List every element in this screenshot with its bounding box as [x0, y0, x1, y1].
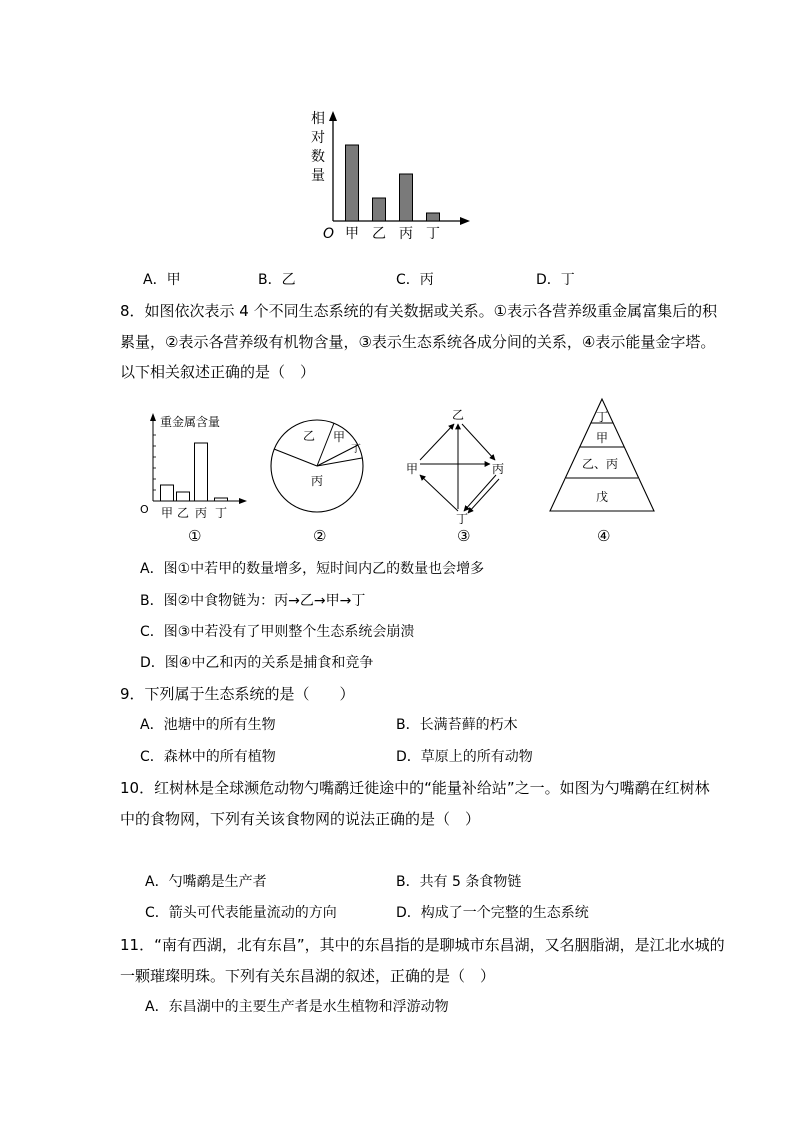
q9-option-b[interactable]: B．长满苔藓的朽木 [396, 717, 518, 733]
fig2-caption: ② [313, 527, 327, 545]
q8-figure-3-relations [400, 405, 520, 545]
q9-option-d[interactable]: D．草原上的所有动物 [396, 749, 533, 765]
q7-option-a[interactable]: A．甲 [143, 272, 181, 288]
q7-ylabel-char: 对 [311, 130, 325, 146]
q7-x-axis-arrow [460, 217, 470, 225]
q8-option-d[interactable]: D．图④中乙和丙的关系是捕食和竞争 [140, 655, 374, 671]
fig3-node-yi: 乙 [452, 408, 465, 422]
fig2-divider [274, 449, 317, 466]
q8-stem-line: 8．如图依次表示 4 个不同生态系统的有关数据或关系。①表示各营养级重金属富集后的积 [120, 302, 718, 320]
fig4-level-wu: 戊 [596, 490, 609, 504]
fig4-level-ding: 丁 [596, 410, 609, 424]
fig1-x-tick-label: 乙 [177, 506, 190, 520]
fig2-label-bing: 丙 [311, 474, 324, 488]
fig1-x-axis-arrow [239, 498, 247, 504]
q11-stem-line: 11．“南有西湖，北有东昌”，其中的东昌指的是聊城市东昌湖，又名胭脂湖，是江北水城的 [120, 936, 725, 954]
fig1-bar-3 [195, 443, 208, 501]
fig1-bar-2 [177, 492, 190, 501]
fig2-label-yi: 乙 [303, 429, 316, 443]
q7-x-tick-label: 丁 [426, 226, 440, 242]
q9-option-c[interactable]: C．森林中的所有植物 [140, 749, 276, 765]
q8-figure-1-bar-chart [135, 405, 255, 545]
q7-bar-1 [346, 145, 359, 221]
fig3-arrows [420, 424, 499, 513]
fig1-x-tick-label: 甲 [161, 506, 174, 520]
q7-bar-chart [300, 105, 490, 250]
fig1-ylabel: 重金属含量 [160, 415, 221, 429]
q10-option-d[interactable]: D．构成了一个完整的生态系统 [396, 905, 589, 921]
q7-y-axis-arrow [329, 111, 337, 121]
fig3-caption: ③ [457, 527, 471, 545]
fig1-x-tick-label: 丙 [195, 506, 208, 520]
fig1-bar-4 [215, 498, 228, 501]
q8-figure-2-pie [265, 405, 375, 545]
q10-option-c[interactable]: C．箭头可代表能量流动的方向 [145, 905, 337, 921]
q11-option-a[interactable]: A．东昌湖中的主要生产者是水生植物和浮游动物 [145, 999, 449, 1015]
q7-x-tick-label: 丙 [399, 226, 413, 242]
q8-figure-4-pyramid [545, 395, 660, 545]
fig1-bar-1 [161, 485, 174, 501]
q7-ylabel-char: 相 [311, 111, 325, 127]
q7-option-c[interactable]: C．丙 [396, 272, 434, 288]
q8-option-a[interactable]: A．图①中若甲的数量增多，短时间内乙的数量也会增多 [140, 561, 485, 577]
fig2-label-jia: 甲 [333, 430, 346, 444]
q8-option-b[interactable]: B．图②中食物链为：丙→乙→甲→丁 [140, 593, 366, 609]
q7-ylabel-char: 数 [311, 149, 325, 165]
q10-option-b[interactable]: B．共有 5 条食物链 [396, 874, 522, 890]
fig4-level-yi-bing: 乙、丙 [582, 457, 619, 471]
fig3-node-ding: 丁 [456, 512, 469, 526]
q7-option-b[interactable]: B．乙 [258, 272, 296, 288]
q7-x-tick-label: 乙 [372, 226, 386, 242]
q7-bar-3 [400, 174, 413, 221]
q11-stem-line: 一颗璀璨明珠。下列有关东昌湖的叙述，正确的是（ ） [120, 967, 496, 985]
q10-stem-line: 中的食物网，下列有关该食物网的说法正确的是（ ） [120, 810, 481, 828]
fig3-node-bing: 丙 [492, 462, 505, 476]
fig3-node-jia: 甲 [406, 462, 419, 476]
fig1-y-axis-arrow [150, 413, 156, 421]
q8-option-c[interactable]: C．图③中若没有了甲则整个生态系统会崩溃 [140, 624, 415, 640]
fig4-caption: ④ [597, 527, 611, 545]
q10-stem-line: 10．红树林是全球濒危动物勺嘴鹬迁徙途中的“能量补给站”之一。如图为勺嘴鹬在红树林 [120, 779, 710, 797]
q8-stem-line: 累量，②表示各营养级有机物含量，③表示生态系统各成分间的关系，④表示能量金字塔。 [120, 333, 716, 351]
fig2-divider [317, 423, 334, 466]
q10-option-a[interactable]: A．勺嘴鹬是生产者 [145, 874, 267, 890]
q7-ylabel-char: 量 [311, 168, 325, 184]
q8-stem-line: 以下相关叙述正确的是（ ） [120, 363, 316, 381]
fig2-label-ding: 丁 [351, 444, 361, 455]
fig4-level-jia: 甲 [596, 431, 609, 445]
q7-origin-label: O [323, 226, 335, 242]
q9-option-a[interactable]: A．池塘中的所有生物 [140, 717, 276, 733]
fig1-x-tick-label: 丁 [215, 506, 228, 520]
q9-stem: 9．下列属于生态系统的是（ ） [120, 685, 355, 703]
q7-bar-2 [373, 198, 386, 221]
fig1-origin: O [140, 503, 149, 516]
q7-x-tick-label: 甲 [345, 226, 359, 242]
q7-bar-4 [427, 213, 440, 221]
q7-option-d[interactable]: D．丁 [536, 272, 575, 288]
fig1-caption: ① [188, 527, 202, 545]
